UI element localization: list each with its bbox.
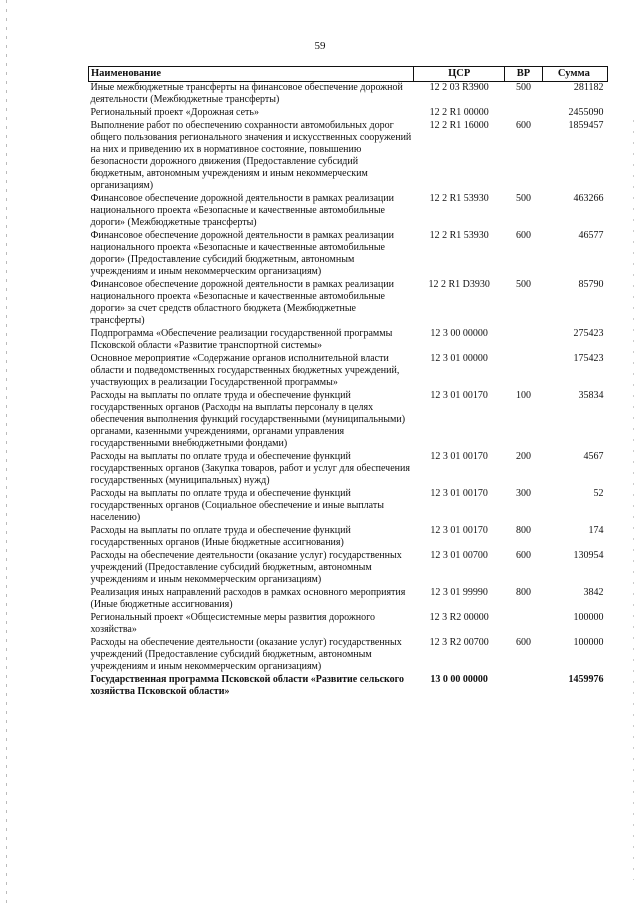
cell-sum: 85790 xyxy=(578,279,604,290)
cell-vr: 800 xyxy=(515,587,531,598)
cell-sum: 1459976 xyxy=(568,674,604,685)
cell-sum: 281182 xyxy=(573,82,604,93)
cell-csr: 12 2 R1 D3930 xyxy=(428,279,490,290)
cell-vr: 200 xyxy=(515,451,531,462)
cell-name: Финансовое обеспечение дорожной деятельности в рамках реализации национального проекта «Безопасные и качественные автомобильные дороги» за счет средств областного бюджета (Межбюджетные трансферты) xyxy=(90,279,394,326)
cell-name: Региональный проект «Общесистемные меры развития дорожного хозяйства» xyxy=(90,612,375,635)
cell-sum: 463266 xyxy=(573,193,604,204)
cell-name: Реализация иных направлений расходов в рамках основного мероприятия (Иные бюджетные ассигнования) xyxy=(90,587,406,610)
cell-csr: 12 3 01 00000 xyxy=(430,353,488,364)
cell-vr: 500 xyxy=(515,279,531,290)
cell-csr: 12 2 R1 53930 xyxy=(429,193,489,204)
budget-table xyxy=(88,66,608,699)
cell-name: Государственная программа Псковской области «Развитие сельского хозяйства Псковской области» xyxy=(90,674,404,697)
table-row xyxy=(89,120,608,193)
cell-name: Расходы на выплаты по оплате труда и обеспечение функций государственных органов (Расходы на выплаты персоналу в целях обеспечения выполнения функций государственными (муниципальными) органами, казенными учреждениями, органами управления государственными внебюджетными фондами) xyxy=(90,390,406,449)
cell-sum: 174 xyxy=(588,525,604,536)
cell-sum: 35834 xyxy=(578,390,604,401)
cell-sum: 46577 xyxy=(578,230,604,241)
table-row xyxy=(89,488,608,525)
cell-csr: 12 3 R2 00700 xyxy=(429,637,489,648)
cell-vr: 800 xyxy=(515,525,531,536)
header-vr: ВР xyxy=(505,67,543,82)
cell-name: Расходы на обеспечение деятельности (оказание услуг) государственных учреждений (Предоставление субсидий бюджетным, автономным учреждениям и иным некоммерческим организациям) xyxy=(90,637,402,672)
table-row xyxy=(89,451,608,488)
table-body xyxy=(89,82,608,700)
cell-vr: 100 xyxy=(515,390,531,401)
cell-sum: 130954 xyxy=(573,550,604,561)
cell-name: Финансовое обеспечение дорожной деятельности в рамках реализации национального проекта «Безопасные и качественные автомобильные дороги» (Предоставление субсидий бюджетным, автономным учреждениям и иным некоммерческим организациям) xyxy=(90,230,394,277)
cell-name: Расходы на обеспечение деятельности (оказание услуг) государственных учреждений (Предоставление субсидий бюджетным, автономным учреждениям и иным некоммерческим организациям) xyxy=(90,550,402,585)
scan-right-edge xyxy=(633,120,634,880)
table-row xyxy=(89,674,608,699)
cell-vr: 600 xyxy=(515,550,531,561)
cell-csr: 12 3 00 00000 xyxy=(430,328,488,339)
cell-sum: 1859457 xyxy=(568,120,604,131)
table-row xyxy=(89,525,608,550)
cell-vr: 500 xyxy=(515,82,531,93)
cell-csr: 12 3 01 00700 xyxy=(430,550,488,561)
cell-sum: 3842 xyxy=(583,587,604,598)
table-row xyxy=(89,230,608,279)
cell-name: Иные межбюджетные трансферты на финансовое обеспечение дорожной деятельности (Межбюджетные трансферты) xyxy=(90,82,403,105)
table-row xyxy=(89,550,608,587)
cell-csr: 12 3 01 99990 xyxy=(430,587,488,598)
cell-vr xyxy=(505,353,543,390)
cell-name: Региональный проект «Дорожная сеть» xyxy=(90,107,259,118)
cell-csr: 12 3 01 00170 xyxy=(430,390,488,401)
table-row xyxy=(89,328,608,353)
cell-name: Выполнение работ по обеспечению сохранности автомобильных дорог общего пользования регионального значения и искусственных сооружений на них и приведению их в нормативное состояние, повышению безопасности дорожного движения (Предоставление субсидий бюджетным, автономным учреждениям и иным некоммерческим организациям) xyxy=(90,120,412,191)
table-row xyxy=(89,82,608,108)
table-row xyxy=(89,193,608,230)
cell-name: Расходы на выплаты по оплате труда и обеспечение функций государственных органов (Социальное обеспечение и иные выплаты населению) xyxy=(90,488,384,523)
cell-csr: 12 2 R1 00000 xyxy=(429,107,489,118)
cell-vr: 600 xyxy=(515,120,531,131)
table-row xyxy=(89,612,608,637)
cell-sum: 100000 xyxy=(573,637,604,648)
cell-csr: 12 3 R2 00000 xyxy=(429,612,489,623)
cell-vr xyxy=(505,612,543,637)
table-row xyxy=(89,587,608,612)
cell-csr: 12 2 R1 16000 xyxy=(429,120,489,131)
cell-csr: 12 3 01 00170 xyxy=(430,525,488,536)
cell-name: Финансовое обеспечение дорожной деятельности в рамках реализации национального проекта «Безопасные и качественные автомобильные дороги» (Межбюджетные трансферты) xyxy=(90,193,394,228)
cell-vr xyxy=(505,674,543,699)
header-row xyxy=(89,67,608,82)
cell-csr: 12 2 R1 53930 xyxy=(429,230,489,241)
cell-sum: 2455090 xyxy=(568,107,604,118)
cell-csr: 12 3 01 00170 xyxy=(430,488,488,499)
cell-csr: 13 0 00 00000 xyxy=(430,674,488,685)
table-row xyxy=(89,353,608,390)
cell-sum: 4567 xyxy=(583,451,604,462)
cell-csr: 12 2 03 R3900 xyxy=(429,82,489,93)
cell-vr: 300 xyxy=(515,488,531,499)
table-row xyxy=(89,279,608,328)
cell-vr xyxy=(505,107,543,120)
header-sum: Сумма xyxy=(542,67,607,82)
cell-name: Расходы на выплаты по оплате труда и обеспечение функций государственных органов (Закупка товаров, работ и услуг для обеспечения государственных (муниципальных) нужд) xyxy=(90,451,410,486)
cell-vr xyxy=(505,328,543,353)
cell-vr: 600 xyxy=(515,230,531,241)
table-row xyxy=(89,107,608,120)
header-name: Наименование xyxy=(89,67,414,82)
cell-sum: 52 xyxy=(593,488,604,499)
table-row xyxy=(89,637,608,674)
scan-left-edge xyxy=(6,0,7,905)
cell-csr: 12 3 01 00170 xyxy=(430,451,488,462)
header-csr: ЦСР xyxy=(414,67,505,82)
cell-name: Подпрограмма «Обеспечение реализации государственной программы Псковской области «Развитие транспортной системы» xyxy=(90,328,393,351)
cell-name: Основное мероприятие «Содержание органов исполнительной власти области и подведомственных государственных бюджетных учреждений, участвующих в реализации Государственной программы» xyxy=(90,353,400,388)
cell-sum: 175423 xyxy=(573,353,604,364)
cell-name: Расходы на выплаты по оплате труда и обеспечение функций государственных органов (Иные бюджетные ассигнования) xyxy=(90,525,351,548)
table-header xyxy=(89,67,608,82)
cell-sum: 275423 xyxy=(573,328,604,339)
cell-sum: 100000 xyxy=(573,612,604,623)
cell-vr: 500 xyxy=(515,193,531,204)
cell-vr: 600 xyxy=(515,637,531,648)
table-row xyxy=(89,390,608,451)
page-number: 59 xyxy=(314,40,326,52)
